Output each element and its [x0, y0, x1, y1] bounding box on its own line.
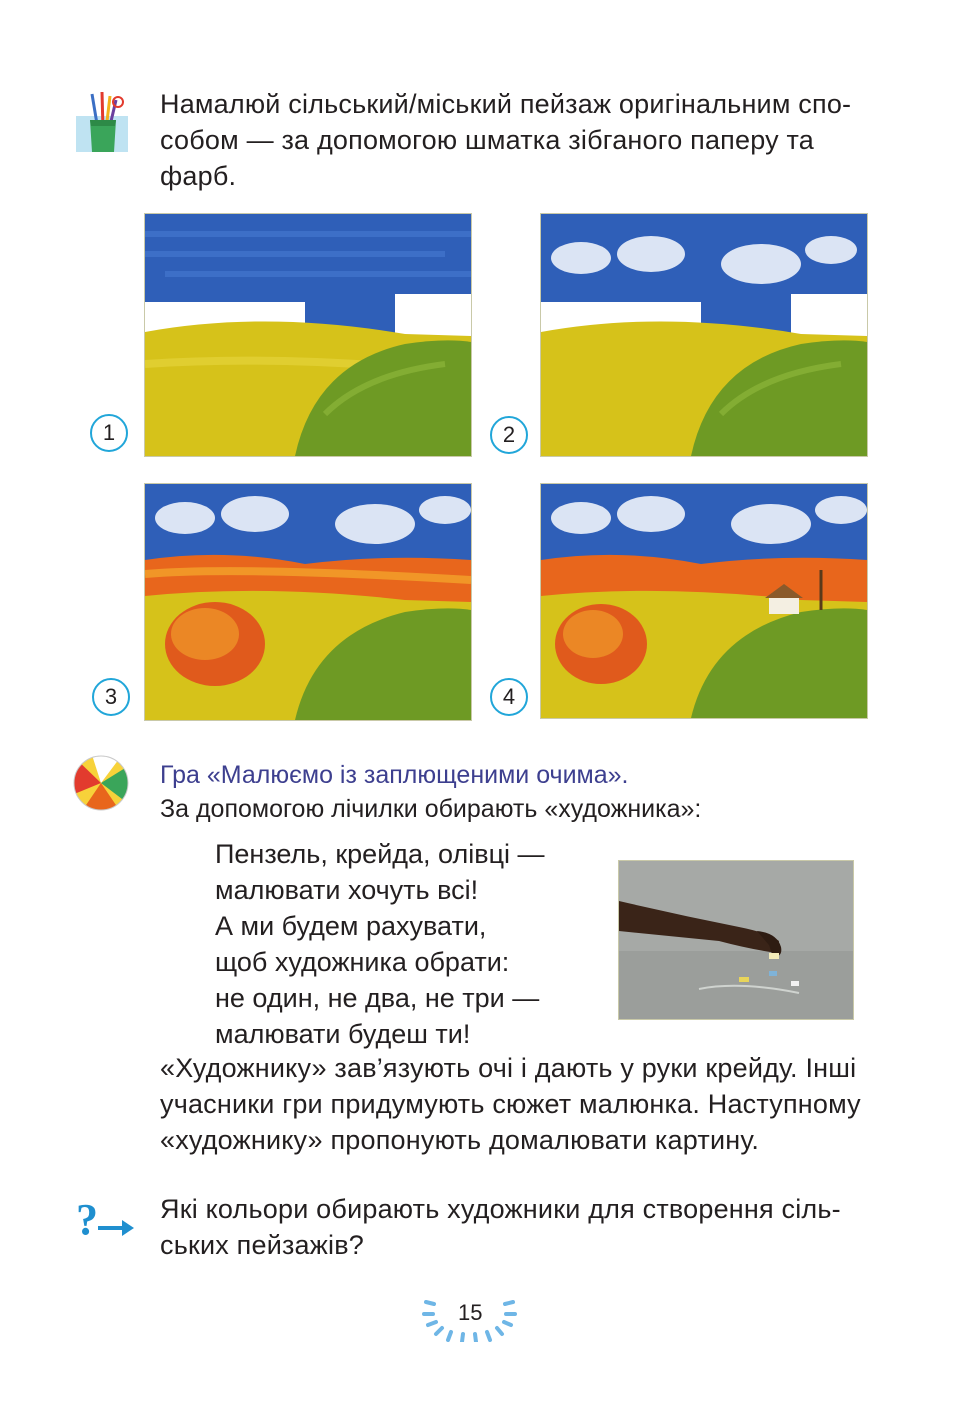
task-line: собом — за допомогою шматка зібганого паперу та: [160, 125, 814, 155]
poem-line: щоб художника обрати:: [215, 947, 510, 977]
step-number-4: 4: [490, 678, 528, 716]
page-number: 15: [458, 1300, 483, 1325]
rules-line: «художнику» пропонують домалювати картину.: [160, 1125, 760, 1155]
question-arrow-icon: [76, 1196, 136, 1242]
rules-line: учасники гри придумують сюжет малюнка. Наступному: [160, 1089, 861, 1119]
poem-line: Пензель, крейда, олівці —: [215, 839, 545, 869]
counting-rhyme: [215, 836, 545, 1052]
step-number-3: 3: [92, 678, 130, 716]
rules-line: «Художнику» зав’язують очі і дають у руки крейду. Інші: [160, 1053, 857, 1083]
question-text: [160, 1191, 868, 1263]
landscape-step-1-image: [144, 213, 472, 457]
poem-line: А ми будем рахувати,: [215, 911, 487, 941]
game-rules: [160, 1050, 868, 1158]
beach-ball-icon: [72, 755, 130, 811]
step-number-1: 1: [90, 414, 128, 452]
svg-text:?: ?: [76, 1196, 98, 1242]
task-line: Намалюй сільський/міський пейзаж оригінальним спо-: [160, 89, 852, 119]
pencil-cup-icon: [76, 90, 132, 154]
game-intro: За допомогою лічилки обирають «художника»:: [160, 795, 702, 823]
question-line: Які кольори обирають художники для створення сіль-: [160, 1194, 841, 1224]
hand-with-chalk-photo: [618, 860, 854, 1020]
step-number-2: 2: [490, 416, 528, 454]
poem-line: не один, не два, не три —: [215, 983, 540, 1013]
landscape-step-2-image: [540, 213, 868, 457]
game-title: Гра «Малюємо із заплющеними очима».: [160, 761, 629, 789]
task-text: [160, 86, 868, 194]
task-line: фарб.: [160, 161, 237, 191]
landscape-step-3-image: [144, 483, 472, 721]
poem-line: малювати хочуть всі!: [215, 875, 479, 905]
question-line: ських пейзажів?: [160, 1230, 364, 1260]
poem-line: малювати будеш ти!: [215, 1019, 471, 1049]
landscape-step-4-image: [540, 483, 868, 719]
